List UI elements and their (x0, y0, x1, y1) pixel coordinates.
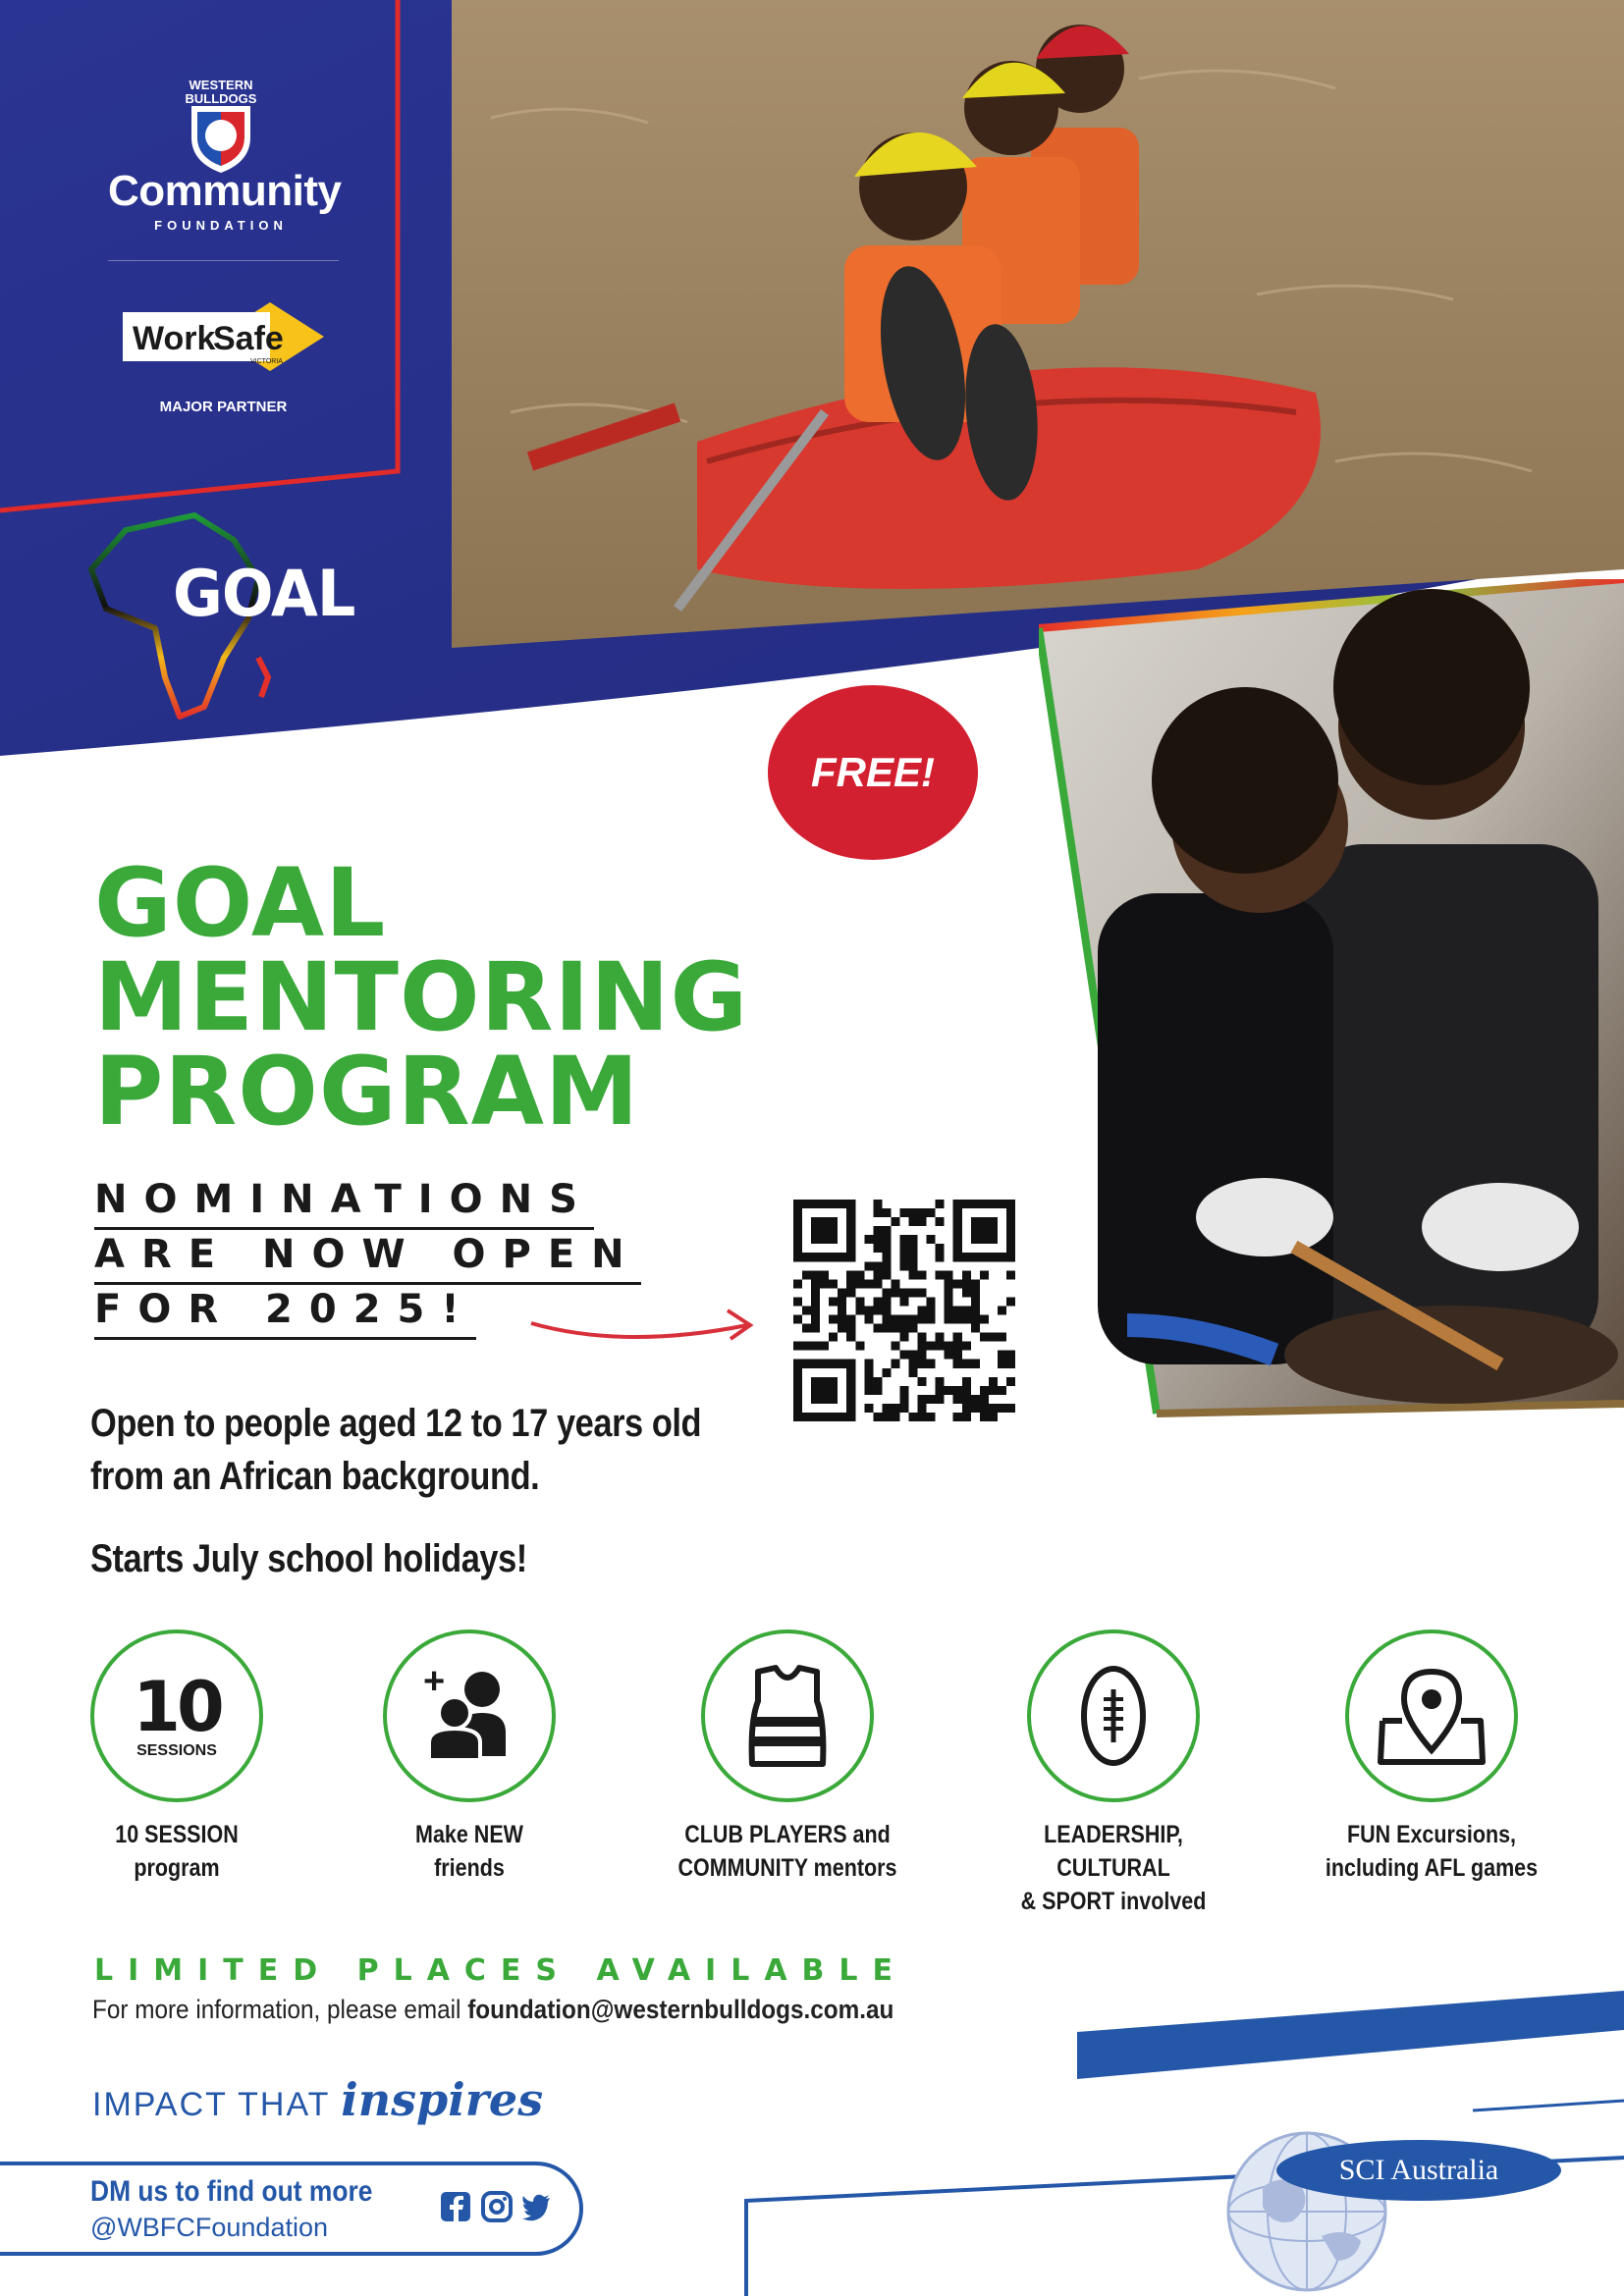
feature-friends-circle (383, 1629, 556, 1802)
feature-friends-label (359, 1818, 579, 1885)
guernsey-icon (738, 1662, 837, 1770)
cooking-photo (1039, 579, 1624, 1425)
impact-text: IMPACT THAT (92, 2086, 330, 2123)
foundation-wordmark: FOUNDATION (154, 218, 288, 233)
title-line-3: PROGRAM (94, 1037, 640, 1147)
impact-tagline (92, 2073, 543, 2126)
worksafe-logo (123, 302, 324, 371)
free-badge-text: FREE! (811, 749, 935, 795)
kayak-photo (452, 0, 1624, 653)
qr-code[interactable] (793, 1200, 1015, 1421)
feature-sessions-line-2: program (134, 1854, 220, 1882)
dm-title: DM us to find out more (90, 2175, 373, 2208)
feature-friends-line-2: friends (434, 1854, 505, 1882)
feature-sessions-circle (90, 1629, 263, 1802)
feature-sessions-line-1: 10 SESSION (115, 1821, 239, 1848)
feature-mentors-line-1: CLUB PLAYERS and (684, 1821, 891, 1848)
sci-australia-logo (1276, 2140, 1561, 2201)
major-partner-label: MAJOR PARTNER (159, 399, 288, 415)
bulldogs-shield-icon (187, 98, 255, 175)
feature-excursions-label (1322, 1818, 1542, 1885)
feature-mentors-circle (701, 1629, 874, 1802)
feature-sessions-label (67, 1818, 287, 1885)
contact-email-link[interactable]: foundation@westernbulldogs.com.au (467, 1995, 894, 2024)
inspires-text: inspires (341, 2073, 544, 2126)
eligibility-line-1: Open to people aged 12 to 17 years old (90, 1402, 702, 1445)
western-bulldogs-wordmark: WESTERN BULLDOGS (185, 78, 257, 106)
worksafe-safe-text: Safe (213, 320, 284, 357)
limited-places-heading: LIMITED PLACES AVAILABLE (94, 1953, 908, 1988)
football-icon (1064, 1662, 1163, 1770)
community-wordmark: Community (108, 167, 342, 215)
svg-text:+: + (423, 1662, 446, 1702)
social-handle-link[interactable]: @WBFCFoundation (90, 2213, 328, 2242)
feature-leadership-circle (1027, 1629, 1200, 1802)
arrow-icon (526, 1296, 762, 1355)
facebook-icon[interactable] (440, 2191, 471, 2222)
free-badge (768, 685, 978, 860)
eligibility-line-2: from an African background. (90, 1455, 540, 1498)
ten-sessions-icon (133, 1667, 221, 1759)
more-info-prefix: For more information, please email (92, 1995, 461, 2024)
nominations-line-2: ARE NOW OPEN (94, 1233, 641, 1285)
map-pin-icon (1373, 1662, 1490, 1770)
feature-leadership-line-1: LEADERSHIP, CULTURAL (1044, 1821, 1183, 1882)
feature-excursions-line-2: including AFL games (1325, 1854, 1539, 1882)
goal-logo-text: GOAL (173, 556, 355, 631)
feature-leadership-label (1003, 1818, 1223, 1918)
sci-australia-text: SCI Australia (1338, 2154, 1499, 2186)
title-line-2: MENTORING (94, 942, 749, 1052)
worksafe-work-text: Work (133, 320, 216, 357)
feature-mentors-label (677, 1818, 897, 1885)
twitter-icon[interactable] (520, 2191, 552, 2222)
title-line-1: GOAL (94, 848, 387, 958)
ten-sessions-caption: SESSIONS (136, 1742, 217, 1759)
starts-text: Starts July school holidays! (90, 1537, 527, 1580)
nominations-line-3: FOR 2025! (94, 1288, 476, 1340)
feature-friends-line-1: Make NEW (415, 1821, 523, 1848)
feature-leadership-line-2: & SPORT involved (1020, 1888, 1207, 1915)
feature-excursions-circle (1345, 1629, 1518, 1802)
nominations-line-1: NOMINATIONS (94, 1178, 594, 1230)
feature-excursions-line-1: FUN Excursions, (1346, 1821, 1517, 1848)
ten-sessions-number: 10 (133, 1667, 221, 1747)
footer-frame-lines (727, 1983, 1624, 2296)
feature-mentors-line-2: COMMUNITY mentors (677, 1854, 897, 1882)
worksafe-victoria-text: VICTORIA (250, 358, 283, 365)
add-friends-icon (415, 1662, 523, 1770)
logo-divider (108, 260, 339, 261)
instagram-icon[interactable] (481, 2191, 513, 2222)
